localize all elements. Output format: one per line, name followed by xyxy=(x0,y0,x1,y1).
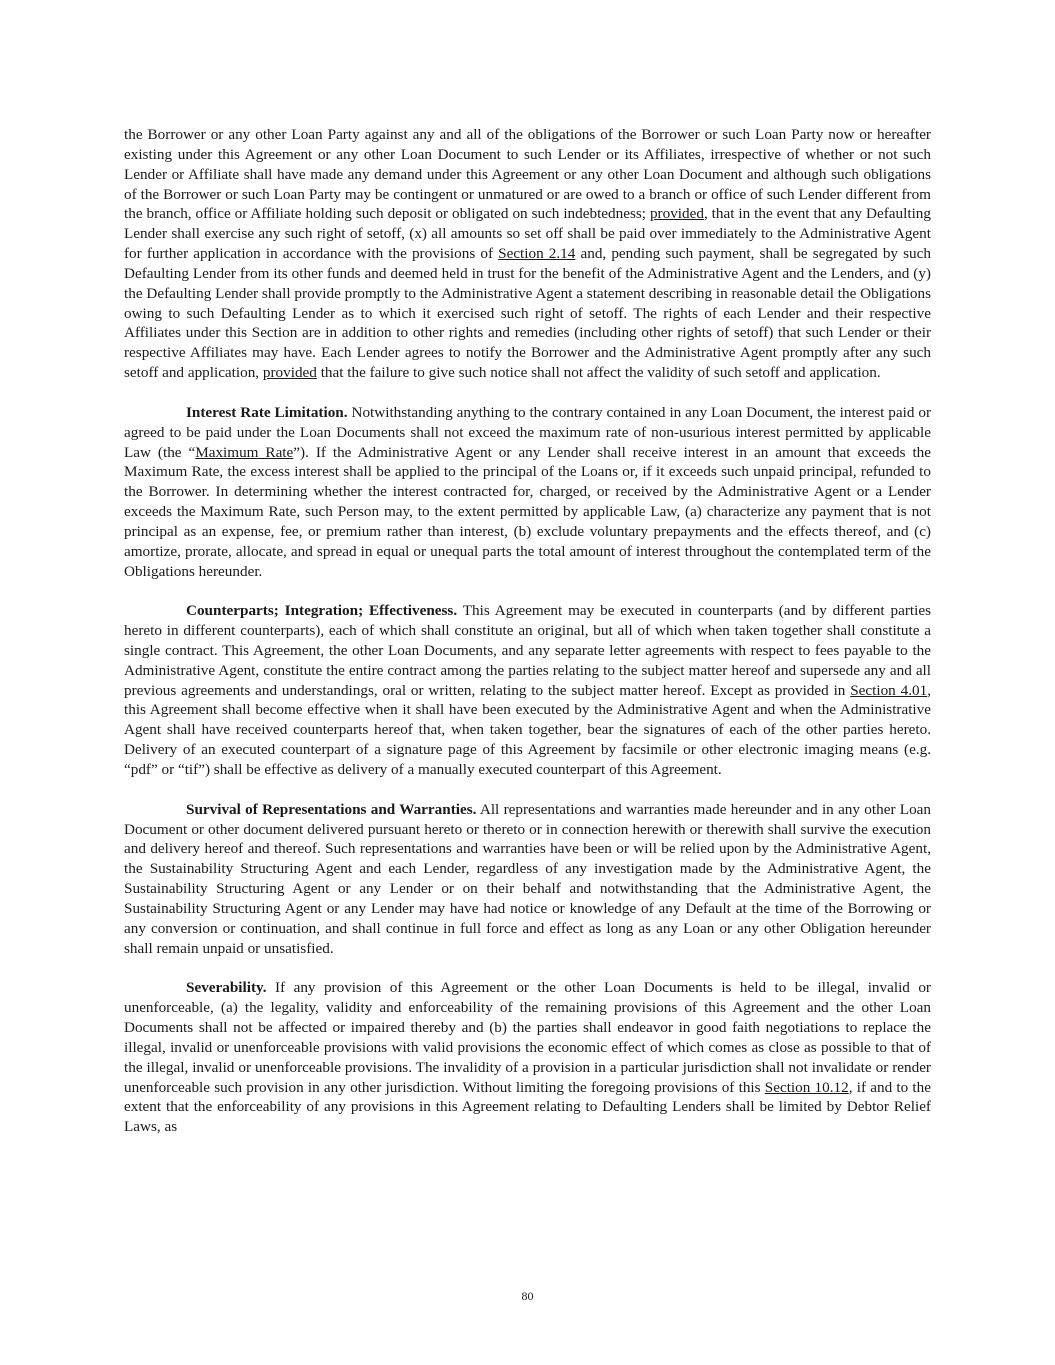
paragraph-text: , if and to the extent that the enforceability of any provisions in this Agreement relating to Defaulting Lenders shall be limited by Debtor Relief Laws, as xyxy=(124,1078,931,1136)
provided-term: provided xyxy=(649,205,704,223)
paragraph-text: , that in the event that any Defaulting Lender shall exercise any such right of setoff, (x) all amounts so set off shall be paid over immediately to the Administrative Agent for further application in accordance with the provisions of xyxy=(124,205,931,263)
paragraph-text: Notwithstanding anything to the contrary contained in any Loan Document, the interest paid or agreed to be paid under the Loan Documents shall not exceed the maximum rate of non-usurious interest permitted by applicable Law (the “ xyxy=(124,403,931,461)
section-heading: Counterparts; Integration; Effectiveness. xyxy=(186,602,458,620)
section-heading: Survival of Representations and Warranties. xyxy=(186,800,477,818)
paragraph-text: and, pending such payment, shall be segregated by such Defaulting Lender from its other funds and deemed held in trust for the benefit of the Administrative Agent and the Lenders, and (y) the Defaulting Lender shall provide promptly to the Administrative Agent a statement describing in reasonable detail the Obligations owing to such Defaulting Lender as to which it exercised such right of setoff. The rights of each Lender and their respective Affiliates under this Section are in addition to other rights and remedies (including other rights of setoff) that such Lender or their respective Affiliates may have. Each Lender agrees to notify the Borrower and the Administrative Agent promptly after any such setoff and application, xyxy=(124,245,931,382)
page-number: 80 xyxy=(521,1289,534,1303)
provided-term: provided xyxy=(262,364,317,382)
maximum-rate-term: Maximum Rate xyxy=(195,443,294,461)
counterparts-paragraph xyxy=(124,601,931,780)
severability-paragraph xyxy=(124,978,931,1137)
paragraph-text: This Agreement may be executed in counterparts (and by different parties hereto in different counterparts), each of which shall constitute an original, but all of which when taken together shall constitute a single contract. This Agreement, the other Loan Documents, and any separate letter agreements with respect to fees payable to the Administrative Agent, constitute the entire contract among the parties relating to the subject matter hereof and supersede any and all previous agreements and understandings, oral or written, relating to the subject matter hereof. Except as provided in xyxy=(124,602,932,699)
paragraph-text: If any provision of this Agreement or the other Loan Documents is held to be illegal, invalid or unenforceable, (a) the legality, validity and enforceability of the remaining provisions of this Agreement and the other Loan Documents shall not be affected or impaired thereby and (b) the parties shall endeavor in good faith negotiations to replace the illegal, invalid or unenforceable provisions with valid provisions the economic effect of which comes as close as possible to that of the illegal, invalid or unenforceable provisions. The invalidity of a provision in a particular jurisdiction shall not invalidate or render unenforceable such provision in any other jurisdiction. Without limiting the foregoing provisions of this xyxy=(124,979,931,1096)
document-page xyxy=(124,125,931,1157)
section-reference-4-01: Section 4.01 xyxy=(850,681,928,699)
section-heading: Interest Rate Limitation. xyxy=(186,403,348,421)
section-heading: Severability. xyxy=(186,979,267,997)
survival-paragraph xyxy=(124,800,931,959)
paragraph-text: , this Agreement shall become effective when it shall have been executed by the Administrative Agent and when the Administrative Agent shall have received counterparts hereof that, when taken together, bear the signatures of each of the other parties hereto. Delivery of an executed counterpart of a signature page of this Agreement by facsimile or other electronic imaging means (e.g. “pdf” or “tif”) shall be effective as delivery of a manually executed counterpart of this Agreement. xyxy=(124,681,931,778)
section-reference-10-12: Section 10.12 xyxy=(764,1078,849,1096)
paragraph-text: All representations and warranties made hereunder and in any other Loan Document or other document delivered pursuant hereto or thereto or in connection herewith or therewith shall survive the execution and delivery hereof and thereof. Such representations and warranties have been or will be relied upon by the Administrative Agent, the Sustainability Structuring Agent and each Lender, regardless of any investigation made by the Administrative Agent, the Sustainability Structuring Agent or any Lender or on their behalf and notwithstanding that the Administrative Agent, the Sustainability Structuring Agent or any Lender may have had notice or knowledge of any Default at the time of the Borrowing or any conversion or continuation, and shall continue in full force and effect as long as any Loan or any other Obligation hereunder shall remain unpaid or unsatisfied. xyxy=(124,800,931,957)
interest-rate-limitation-paragraph xyxy=(124,403,931,582)
setoff-paragraph-continued xyxy=(124,125,931,383)
paragraph-text: that the failure to give such notice shall not affect the validity of such setoff and application. xyxy=(316,364,881,382)
paragraph-text: ”). If the Administrative Agent or any Lender shall receive interest in an amount that exceeds the Maximum Rate, the excess interest shall be applied to the principal of the Loans or, if it exceeds such unpaid principal, refunded to the Borrower. In determining whether the interest contracted for, charged, or received by the Administrative Agent or a Lender exceeds the Maximum Rate, such Person may, to the extent permitted by applicable Law, (a) characterize any payment that is not principal as an expense, fee, or premium rather than interest, (b) exclude voluntary prepayments and the effects thereof, and (c) amortize, prorate, allocate, and spread in equal or unequal parts the total amount of interest throughout the contemplated term of the Obligations hereunder. xyxy=(124,443,931,580)
section-reference-2-14: Section 2.14 xyxy=(498,245,576,263)
paragraph-text: the Borrower or any other Loan Party against any and all of the obligations of the Borrower or such Loan Party now or hereafter existing under this Agreement or any other Loan Document to such Lender or its Affiliates, irrespective of whether or not such Lender or Affiliate shall have made any demand under this Agreement or any other Loan Document and although such obligations of the Borrower or such Loan Party may be contingent or unmatured or are owed to a branch or office of such Lender different from the branch, office or Affiliate holding such deposit or obligated on such indebtedness; xyxy=(124,126,931,223)
